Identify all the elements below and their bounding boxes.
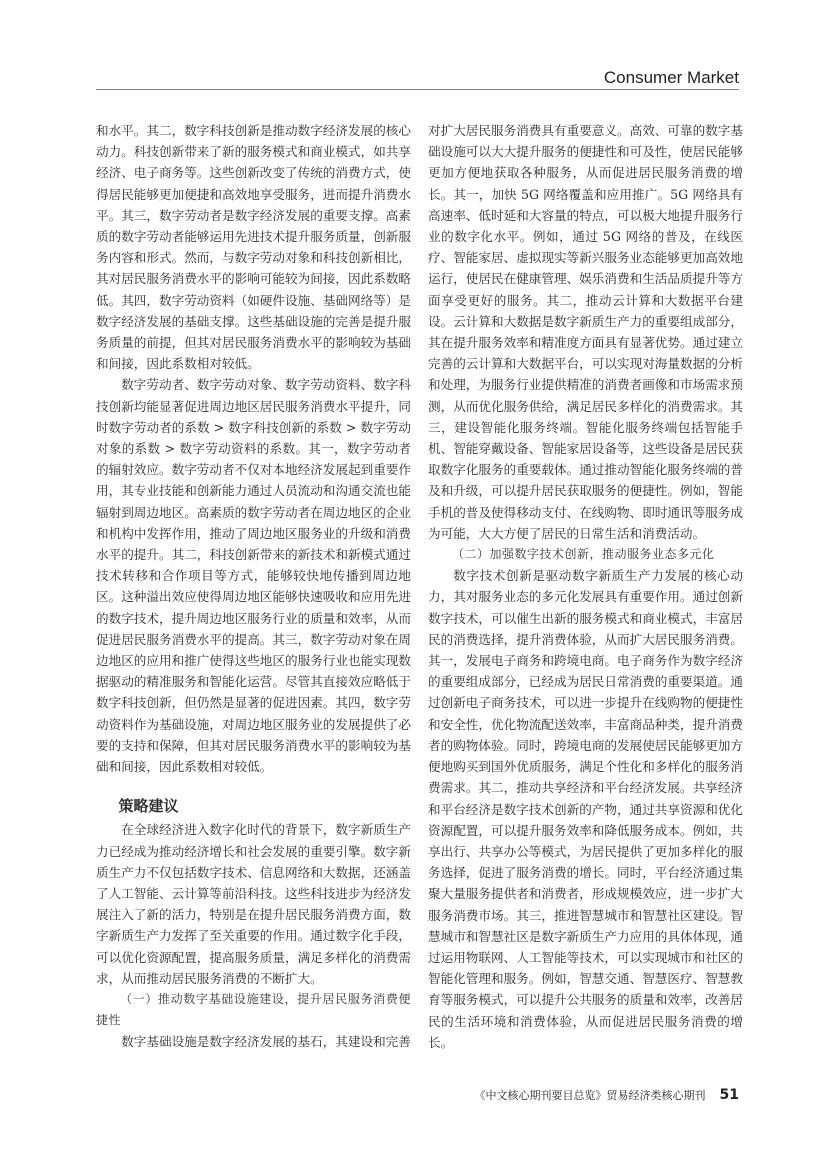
page-footer xyxy=(475,1087,739,1103)
subheading: （二）加强数字技术创新，推动服务业态多元化 xyxy=(452,547,715,562)
paragraph: 在全球经济进入数字化时代的背景下，数字新质生产力已经成为推动经济增长和社会发展的重要引擎。数字新质生产力不仅包括数字技术、信息网络和大数据，还涵盖了人工智能、云计算等前沿科技。这些科技进步为经济发展注入了新的活力，特别是在提升居民服务消费方面，数字新质生产力发挥了至关重要的作用。通过数字化手段，可以优化资源配置，提高服务质量，满足多样化的消费需求，从而推动居民服务消费的不断扩大。 xyxy=(96,822,411,986)
header-rule xyxy=(96,89,739,90)
section-title: Consumer Market xyxy=(603,68,739,87)
right-column xyxy=(428,120,743,1053)
section-heading: 策略建议 xyxy=(118,797,179,816)
paragraph: 数字技术创新是驱动数字新质生产力发展的核心动力，其对服务业态的多元化发展具有重要作用。通过创新数字技术，可以催生出新的服务模式和商业模式，丰富居民的消费选择，提升消费体验，从而扩大居民服务消费。其一，发展电子商务和跨境电商。电子商务作为数字经济的重要组成部分，已经成为居民日常消费的重要渠道。通过创新电子商务技术，可以进一步提升在线购物的便捷性和安全性，优化物流配送效率，丰富商品种类，提升消费者的购物体验。同时，跨境电商的发展使居民能够更加方便地购买到国外优质服务，满足个性化和多样化的服务消费需求。其二，推动共享经济和平台经济发展。共享经济和平台经济是数字技术创新的产物，通过共享资源和优化资源配置，可以提升服务效率和降低服务成本。例如，共享出行、共享办公等模式，为居民提供了更加多样化的服务选择，促进了服务消费的增长。同时，平台经济通过集聚大量服务提供者和消费者，形成规模效应，进一步扩大服务消费市场。其三，推进智慧城市和智慧社区建设。智慧城市和智慧社区是数字新质生产力应用的具体体现，通过运用物联网、人工智能等技术，可以实现城市和社区的智能化管理和服务。例如，智慧交通、智慧医疗、智慧教育等服务模式，可以提升公共服务的质量和效率，改善居民的生活环境和消费体验，从而促进居民服务消费的增长。 xyxy=(428,568,743,1050)
paragraph: 和水平。其二，数字科技创新是推动数字经济发展的核心动力。科技创新带来了新的服务模式和商业模式，如共享经济、电子商务等。这些创新改变了传统的消费方式，使得居民能够更加便捷和高效地享受服务，进而提升消费水平。其三，数字劳动者是数字经济发展的重要支撑。高素质的数字劳动者能够运用先进技术提升服务质量，创新服务内容和形式。然而，与数字劳动对象和科技创新相比，其对居民服务消费水平的影响可能较为间接，因此系数略低。其四，数字劳动资料（如硬件设施、基础网络等）是数字经济发展的基础支撑。这些基础设施的完善是提升服务质量的前提，但其对居民服务消费水平的影响较为基础和间接，因此系数相对较低。 xyxy=(96,123,411,372)
paragraph: 数字基础设施是数字经济发展的基石，其建设和完善 xyxy=(121,1034,411,1050)
paragraph: 对扩大居民服务消费具有重要意义。高效、可靠的数字基础设施可以大大提升服务的便捷性和可及性，使居民能够更加方便地获取各种服务，从而促进居民服务消费的增长。其一，加快 5G 网络覆盖和应用推广。5G 网络具有高速率、低时延和大容量的特点，可以极大地提升服务行业的数字化水平。例如，通过 5G 网络的普及，在线医疗、智能家居、虚拟现实等新兴服务业态能够更加高效地运行，使居民在健康管理、娱乐消费和生活品质提升等方面享受更好的服务。其二，推动云计算和大数据平台建设。云计算和大数据是数字新质生产力的重要组成部分，其在提升服务效率和精准度方面具有显著优势。通过建立完善的云计算和大数据平台，可以实现对海量数据的分析和处理，为服务行业提供精准的消费者画像和市场需求预测，从而优化服务供给，满足居民多样化的消费需求。其三，建设智能化服务终端。智能化服务终端包括智能手机、智能穿戴设备、智能家居设备等，这些设备是居民获取数字化服务的重要载体。通过推动智能化服务终端的普及和升级，可以提升居民获取服务的便捷性。例如，智能手机的普及使得移动支付、在线购物、即时通讯等服务成为可能，大大方便了居民的日常生活和消费活动。 xyxy=(428,123,743,541)
page-number: 51 xyxy=(719,1087,739,1103)
paragraph: 数字劳动者、数字劳动对象、数字劳动资料、数字科技创新均能显著促进周边地区居民服务消费水平提升，同时数字劳动者的系数 > 数字科技创新的系数 > 数字劳动对象的系数 > 数字劳动资料的系数。其一，数字劳动者的辐射效应。数字劳动者不仅对本地经济发展起到重要作用，其专业技能和创新能力通过人员流动和沟通交流也能辐射到周边地区。高素质的数字劳动者在周边地区的企业和机构中发挥作用，推动了周边地区服务业的升级和消费水平的提升。其二，科技创新带来的新技术和新模式通过技术转移和合作项目等方式，能够较快地传播到周边地区。这种溢出效应使得周边地区能够快速吸收和应用先进的数字技术，提升周边地区服务行业的质量和效率，从而促进居民服务消费水平的提高。其三，数字劳动对象在周边地区的应用和推广使得这些地区的服务行业也能实现数据驱动的精准服务和智能化运营。尽管其直接效应略低于数字科技创新，但仍然是显著的促进因素。其四，数字劳动资料作为基础设施，对周边地区服务业的发展提供了必要的支持和保障，但其对居民服务消费水平的影响较为基础和间接，因此系数相对较低。 xyxy=(96,377,411,775)
subheading: （一）推动数字基础设施建设，提升居民服务消费便捷性 xyxy=(96,991,411,1028)
left-column xyxy=(96,120,411,1053)
journal-label: 《中文核心期刊要目总览》贸易经济类核心期刊 xyxy=(474,1089,706,1102)
